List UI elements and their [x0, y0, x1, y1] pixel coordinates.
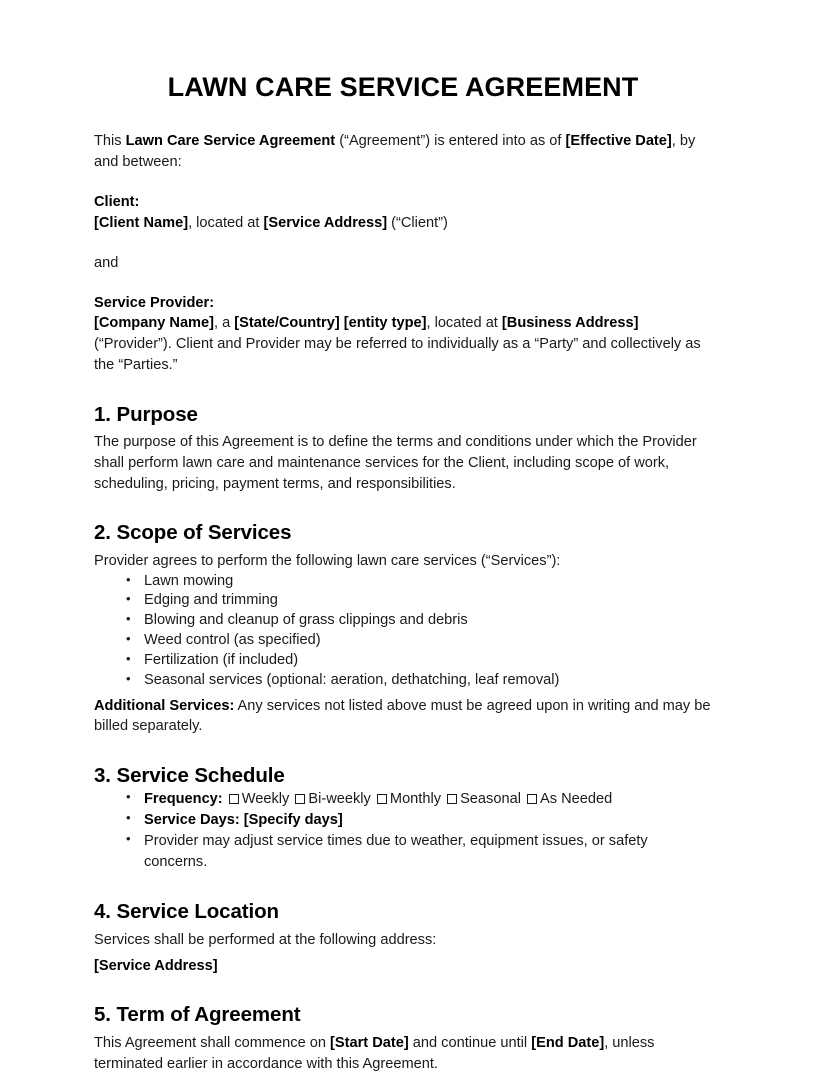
additional-services-label: Additional Services: — [94, 697, 235, 714]
intro-effective-date: [Effective Date] — [565, 133, 672, 150]
provider-label-text: Service Provider: — [94, 294, 215, 311]
section-term — [94, 1003, 712, 1074]
term-suffix: , unless terminated earlier in accordance with this Agreement. — [94, 1034, 655, 1072]
provider-address: [Business Address] — [501, 315, 639, 332]
section-heading-scope: 2. Scope of Services — [94, 521, 292, 545]
intro-agreement-name: Lawn Care Service Agreement — [125, 133, 336, 150]
purpose-body: The purpose of this Agreement is to define the terms and conditions under which the Provider shall perform lawn care and maintenance services for the Client, including scope of work, scheduling, pricing, payment terms, and responsibilities. — [94, 434, 697, 492]
checkbox-bi-weekly[interactable] — [295, 794, 305, 804]
checkbox-weekly[interactable] — [229, 794, 239, 804]
client-located-at: , located at — [188, 215, 264, 232]
location-address — [94, 956, 712, 977]
term-prefix: This Agreement shall commence on — [94, 1034, 331, 1051]
checkbox-seasonal[interactable] — [447, 794, 457, 804]
frequency-option-seasonal[interactable] — [441, 791, 521, 807]
frequency-option-biweekly[interactable] — [289, 791, 371, 807]
term-middle: and continue until — [408, 1034, 532, 1051]
term-end-date: [End Date] — [531, 1034, 605, 1051]
provider-entity-type: [entity type] — [343, 315, 427, 332]
list-item: • Edging and trimming — [94, 591, 712, 611]
scope-services-list — [94, 572, 712, 691]
section-scope — [94, 521, 712, 737]
location-body: Services shall be performed at the following address: — [94, 931, 437, 948]
section-purpose — [94, 403, 712, 495]
provider-label — [94, 293, 712, 314]
frequency-option-monthly-label: Monthly — [389, 790, 442, 807]
list-item: • Seasonal services (optional: aeration, dethatching, leaf removal) — [94, 671, 712, 691]
section-heading-purpose: 1. Purpose — [94, 402, 198, 426]
conjunction-and: and — [94, 254, 119, 271]
location-address-text: [Service Address] — [94, 957, 218, 974]
intro-suffix: , by and between: — [94, 133, 696, 170]
section-heading-schedule: 3. Service Schedule — [94, 764, 285, 788]
intro-middle: (“Agreement”) is entered into as of — [335, 133, 566, 150]
intro-paragraph — [94, 131, 712, 172]
section-location — [94, 900, 712, 976]
service-days-row — [94, 810, 712, 831]
scope-intro: Provider agrees to perform the following lawn care services (“Services”): — [94, 552, 561, 569]
frequency-option-as-needed[interactable] — [521, 791, 612, 807]
list-item: • Lawn mowing — [94, 572, 712, 592]
client-label — [94, 192, 712, 213]
frequency-option-seasonal-label: Seasonal — [460, 790, 521, 807]
schedule-list — [94, 789, 712, 874]
spacer — [94, 234, 712, 253]
provider-suffix: (“Provider”). Client and Provider may be referred to individually as a “Party” and collectively as the “Parties.” — [94, 336, 701, 373]
page-title: LAWN CARE SERVICE AGREEMENT — [167, 72, 639, 102]
list-item: • Fertilization (if included) — [94, 651, 712, 671]
client-suffix: (“Client”) — [387, 215, 448, 232]
frequency-row — [94, 789, 712, 810]
frequency-label: Frequency: — [144, 790, 223, 807]
additional-services-body: Any services not listed above must be agreed upon in writing and may be billed separately. — [94, 697, 711, 735]
frequency-option-biweekly-label: Bi-weekly — [308, 790, 371, 807]
provider-located-at: , located at — [426, 315, 502, 332]
service-days-text: Service Days: [Specify days] — [144, 811, 343, 828]
provider-article: , a — [214, 315, 235, 332]
section-schedule — [94, 764, 712, 873]
spacer — [94, 172, 712, 192]
checkbox-monthly[interactable] — [377, 794, 387, 804]
term-start-date: [Start Date] — [330, 1034, 409, 1051]
client-address: [Service Address] — [263, 215, 388, 232]
client-label-text: Client: — [94, 194, 140, 211]
list-item: • Weed control (as specified) — [94, 631, 712, 651]
schedule-note: • Provider may adjust service times due to weather, equipment issues, or safety concerns. — [94, 831, 712, 873]
section-heading-location: 4. Service Location — [94, 900, 279, 924]
term-body — [94, 1033, 712, 1074]
checkbox-as-needed[interactable] — [527, 794, 537, 804]
frequency-option-weekly[interactable] — [223, 791, 290, 807]
provider-company: [Company Name] — [94, 315, 215, 332]
frequency-option-as-needed-label: As Needed — [540, 790, 613, 807]
intro-prefix: This — [94, 133, 126, 150]
document-content — [94, 0, 712, 1074]
list-item: • Blowing and cleanup of grass clippings and debris — [94, 611, 712, 631]
spacer — [94, 274, 712, 293]
client-details — [94, 213, 712, 234]
provider-state-country: [State/Country] — [234, 315, 340, 332]
frequency-option-monthly[interactable] — [371, 791, 441, 807]
section-heading-term: 5. Term of Agreement — [94, 1003, 301, 1027]
provider-details — [94, 313, 712, 375]
client-name: [Client Name] — [94, 215, 189, 232]
additional-services — [94, 696, 712, 737]
frequency-option-weekly-label: Weekly — [241, 790, 290, 807]
